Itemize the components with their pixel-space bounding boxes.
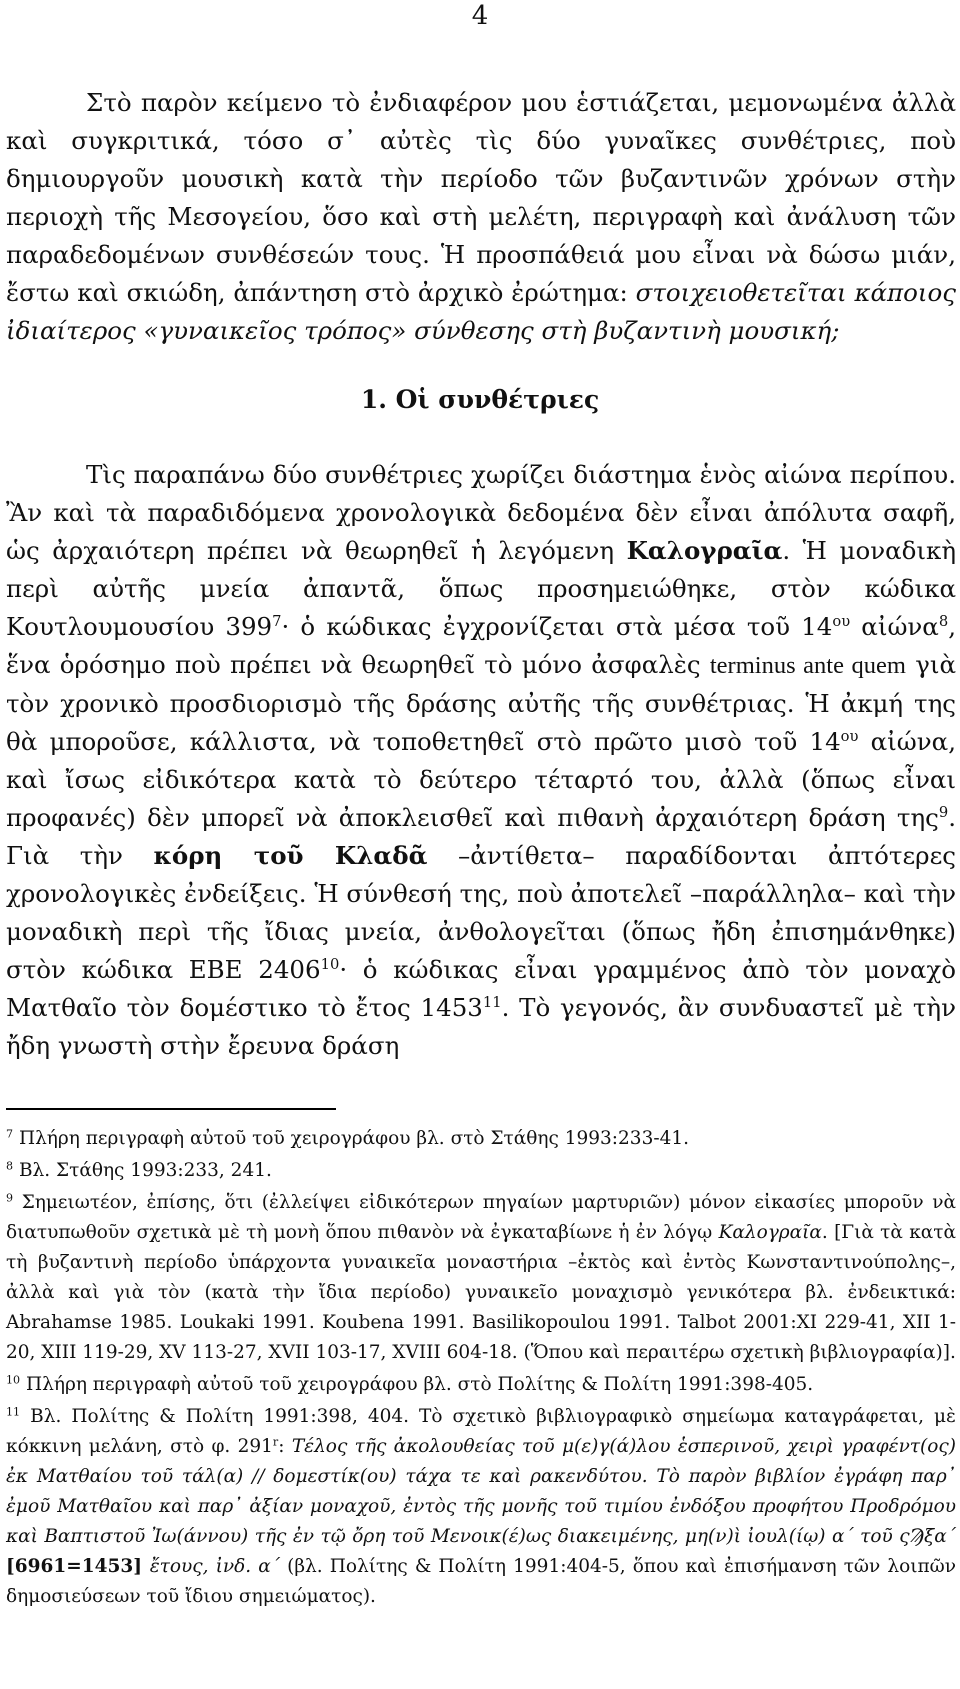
footnote-date: [6961=1453]: [6, 1556, 150, 1577]
section-text: –ἀντίθετα– παραδίδονται ἀπτότερες χρονολογικὲς ἐνδείξεις. Ἡ σύνθεσή της, ποὺ ἀποτελεῖ –παράλληλα– καὶ τὴν μοναδικὴ περὶ τῆς ἴδιας μνεία, ἀνθολογεῖται (ὅπως ἤδη ἐπισημάνθηκε) στὸν κώδικα ΕΒΕ 2406: [6, 841, 956, 984]
footnote-ref[interactable]: 11: [482, 994, 502, 1012]
footnote-text: . [Γιὰ τὰ κατὰ τὴ βυζαντινὴ περίοδο ὑπάρχοντα γυναικεῖα μοναστήρια –ἐκτὸς καὶ ἐντὸς Κωνσταντινούπολης–, ἀλλὰ καὶ γιὰ τὸν (κατὰ τὴν ἴδια περίοδο) γυναικεῖο μοναχισμὸ γενικότερα βλ. ἐνδεικτικά: Abrahamse 1985. Loukaki 1991. Koubena 1991. Basilikopoulou 1991. Talbot 2001:XI 229-41, XII 1-20, XIII 119-29, XV 113-27, XVII 103-17, XVIII 604-18. (Ὅπου καὶ περαιτέρω σχετικὴ βιβλιογραφία)].: [6, 1222, 956, 1363]
footnotes: [6, 1124, 956, 1614]
section-text: , ἕνα ὁρόσημο ποὺ πρέπει νὰ θεωρηθεῖ τὸ μόνο ἀσφαλὲς: [6, 612, 957, 679]
footnote-11: [6, 1402, 956, 1612]
section-text: · ὁ κώδικας εἶναι γραμμένος ἀπὸ τὸν μοναχὸ Ματθαῖο τὸν δομέστικο τὸ ἔτος 1453: [6, 955, 956, 1022]
footnote-mark: 8: [6, 1159, 14, 1173]
section-text: · ὁ κώδικας ἐγχρονίζεται στὰ μέσα τοῦ 14: [281, 612, 833, 641]
footnote-9: [6, 1188, 956, 1368]
section-text: γιὰ τὸν χρονικὸ προσδιορισμὸ τῆς δράσης αὐτῆς τῆς συνθέτριας. Ἡ ἀκμή της θὰ μποροῦσε, κάλλιστα, νὰ τοποθετηθεῖ στὸ πρῶτο μισὸ τοῦ 14: [6, 650, 956, 756]
composer-name-kladas: κόρη τοῦ Κλαδᾶ: [153, 841, 428, 870]
footnote-ref[interactable]: 8: [938, 613, 949, 631]
section-text: Τὶς παραπάνω δύο συνθέτριες χωρίζει διάστημα ἑνὸς αἰώνα περίπου. Ἂν καὶ τὰ παραδιδόμενα χρονολογικὰ δεδομένα δὲν εἶναι ἀπόλυτα σαφῆ, ὡς ἀρχαιότερη πρέπει νὰ θεωρηθεῖ ἡ λεγόμενη: [6, 460, 956, 565]
footnote-mark: 10: [6, 1373, 21, 1387]
section-text: . Γιὰ τὴν: [6, 803, 956, 870]
footnote-italic: Καλογραῖα: [718, 1222, 822, 1243]
footnote-text: (βλ. Πολίτης & Πολίτη 1991:404-5, ὅπου καὶ ἐπισήμανση τῶν λοιπῶν δημοσιεύσεων τοῦ ἴδιου σημειώματος).: [6, 1556, 956, 1607]
intro-paragraph: [6, 84, 956, 350]
section-text: αἰώνα, καὶ ἴσως εἰδικότερα κατὰ τὸ δεύτερο τέταρτό του, ἀλλὰ (ὅπως εἶναι προφανές) δὲν μπορεῖ νὰ ἀποκλεισθεῖ καὶ πιθανὴ ἀρχαιότερη δράση της: [6, 727, 956, 832]
ordinal-suffix: ου: [840, 728, 859, 746]
section-heading: 1. Οἱ συνθέτριες: [360, 385, 600, 414]
composer-name-kalograia: Καλογραῖα: [626, 536, 783, 565]
section-paragraph: [6, 456, 956, 1065]
footnote-text: Βλ. Στάθης 1993:233, 241.: [13, 1160, 272, 1181]
footnote-text: :: [278, 1436, 292, 1457]
footnote-text: Σημειωτέον, ἐπίσης, ὅτι (ἐλλείψει εἰδικότερων πηγαίων μαρτυριῶν) μόνον εἰκασίες μποροῦν νὰ διατυπωθοῦν σχετικὰ μὲ τὴ μονὴ ὅπου πιθανὸν νὰ ἐγκαταβίωνε ἡ ἐν λόγῳ: [6, 1192, 956, 1243]
footnote-quote: ἔτους, ἰνδ. α΄: [149, 1556, 280, 1577]
latin-term: terminus ante quem: [709, 652, 906, 679]
footnote-quote: Τέλος τῆς ἀκολουθείας τοῦ μ(ε)γ(ά)λου ἑσπερινοῦ, χειρὶ γραφέντ(ος) ἐκ Ματθαίου τοῦ τάλ(α) // δομεστίκ(ου) τάχα τε καὶ ρακενδύτου. Τὸ παρὸν βιβλίον ἐγράφη παρ᾽ ἐμοῦ Ματθαῖου καὶ παρ᾽ ἀξίαν μοναχοῦ, ἐντὸς τῆς μονῆς τοῦ τιμίου ἐνδόξου προφήτου Προδρόμου καὶ Βαπτιστοῦ Ἰω(άννου) τῆς ἐν τῷ ὄρη τοῦ Μενοικ(έ)ως διακειμένης, μη(ν)ὶ ἰουλ(ίῳ) α΄ τοῦ ςϠξα΄: [6, 1436, 956, 1547]
page-number: 4: [471, 1, 489, 31]
footnote-mark: 11: [6, 1405, 21, 1419]
footnote-10: [6, 1370, 956, 1400]
footnote-ref[interactable]: 10: [320, 956, 340, 974]
footnote-mark: 7: [6, 1127, 14, 1141]
intro-text: Στὸ παρὸν κείμενο τὸ ἐνδιαφέρον μου ἑστιάζεται, μεμονωμένα ἀλλὰ καὶ συγκριτικά, τόσο σ᾽ αὐτὲς τὶς δύο γυναῖκες συνθέτριες, ποὺ δημιουργοῦν μουσικὴ κατὰ τὴν περίοδο τῶν βυζαντινῶν χρόνων στὴν περιοχὴ τῆς Μεσογείου, ὅσο καὶ στὴ μελέτη, περιγραφὴ καὶ ἀνάλυση τῶν παραδεδομένων συνθέσεών τους. Ἡ προσπάθειά μου εἶναι νὰ δώσω μιάν, ἔστω καὶ σκιώδη, ἀπάντηση στὸ ἀρχικὸ ἐρώτημα:: [6, 88, 956, 307]
footnote-mark: 9: [6, 1191, 14, 1205]
section-text: . Ἡ μοναδικὴ περὶ αὐτῆς μνεία ἀπαντᾶ, ὅπως προσημειώθηκε, στὸν κώδικα Κουτλουμουσίου 399: [6, 536, 956, 641]
footnote-7: [6, 1124, 956, 1154]
footnote-ref[interactable]: 7: [272, 613, 282, 631]
footnote-divider: [6, 1108, 336, 1110]
footnote-ref[interactable]: 9: [938, 804, 949, 822]
folio-recto-mark: r: [272, 1435, 279, 1449]
footnote-text: Πλήρη περιγραφὴ αὐτοῦ τοῦ χειρογράφου βλ. στὸ Στάθης 1993:233-41.: [13, 1128, 690, 1149]
footnote-text: Βλ. Πολίτης & Πολίτη 1991:398, 404. Τὸ σχετικὸ βιβλιογραφικὸ σημείωμα καταγράφεται, μὲ κόκκινη μελάνη, στὸ φ. 291: [6, 1406, 956, 1457]
research-question: στοιχειοθετεῖται κάποιος ἰδιαίτερος «γυναικεῖος τρόπος» σύνθεσης στὴ βυζαντινὴ μουσική;: [6, 278, 956, 345]
section-text: . Τὸ γεγονός, ἂν συνδυαστεῖ μὲ τὴν ἤδη γνωστὴ στὴν ἔρευνα δράση: [6, 993, 956, 1060]
section-text: αἰώνα: [850, 612, 939, 641]
ordinal-suffix: ου: [832, 613, 851, 631]
footnote-8: [6, 1156, 956, 1186]
footnote-text: Πλήρη περιγραφὴ αὐτοῦ τοῦ χειρογράφου βλ. στὸ Πολίτης & Πολίτη 1991:398-405.: [20, 1374, 814, 1395]
